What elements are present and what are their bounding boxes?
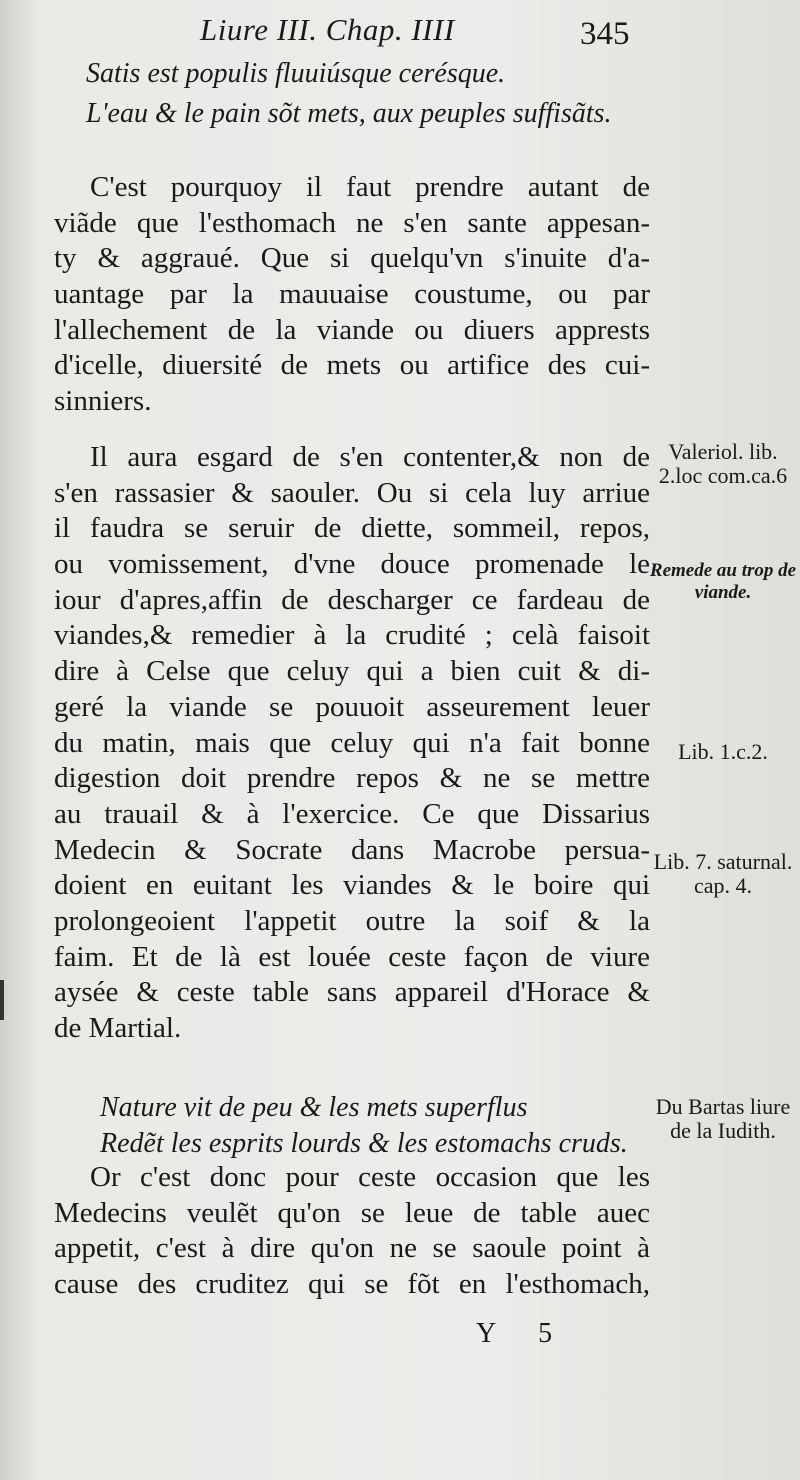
text-line: viandes,& remedier à la crudité ; celà faisoit — [54, 619, 650, 652]
verse-line: Redẽt les esprits lourds & les estomachs cruds. — [100, 1127, 628, 1159]
text-line: doient en euitant les viandes & le boire qui — [54, 869, 650, 902]
text-line: dire à Celse que celuy qui a bien cuit & di- — [54, 655, 650, 688]
text-line: l'allechement de la viande ou diuers apprests — [54, 313, 650, 346]
text-line: sinniers. — [54, 385, 152, 418]
text-line: C'est pourquoy il faut prendre autant de — [90, 171, 650, 203]
verse-quotation — [64, 1090, 654, 1161]
text-line: Medecin & Socrate dans Macrobe persua- — [54, 833, 650, 866]
text-line: aysée & ceste table sans appareil d'Horace & — [54, 976, 650, 1009]
text-line: iour d'apres,affin de descharger ce fardeau de — [54, 583, 650, 616]
text-line: d'icelle, diuersité de mets ou artifice des cui- — [54, 349, 650, 382]
running-head: Liure III. Chap. IIII — [200, 12, 455, 47]
text-line: s'en rassasier & saouler. Ou si cela luy arriue — [54, 476, 650, 509]
text-line: au trauail & à l'exercice. Ce que Dissarius — [54, 797, 650, 830]
text-line: Il aura esgard de s'en contenter,& non de — [90, 441, 650, 473]
text-line: uantage par la mauuaise coustume, ou par — [54, 278, 650, 311]
text-line: prolongeoient l'appetit outre la soif & la — [54, 904, 650, 937]
gutter-shadow — [0, 980, 4, 1020]
text-line: Medecins veulẽt qu'on se leue de table auec — [54, 1196, 650, 1229]
text-line: ty & aggraué. Que si quelqu'vn s'inuite d'a- — [54, 242, 650, 275]
text-line: viãde que l'esthomach ne s'en sante appesan- — [54, 206, 650, 239]
text-line: cause des cruditez qui se fõt en l'esthomach, — [54, 1268, 650, 1301]
text-line: Or c'est donc pour ceste occasion que les — [90, 1161, 650, 1193]
margin-note-lib7: Lib. 7. saturnal. cap. 4. — [653, 849, 793, 898]
margin-note-dubartas: Du Bartas liure de la Iudith. — [655, 1094, 791, 1143]
text-line: geré la viande se pouuoit asseurement leuer — [54, 690, 650, 723]
verse-line: Nature vit de peu & les mets superflus — [100, 1092, 528, 1123]
signature-mark: Y 5 — [476, 1318, 571, 1349]
page-number: 345 — [580, 16, 630, 52]
epigraph-french: L'eau & le pain sõt mets, aux peuples suffisãts. — [86, 98, 612, 129]
margin-note-remede: Remede au trop de viande. — [649, 560, 797, 603]
text-line: de Martial. — [54, 1012, 182, 1044]
paragraph-1 — [54, 170, 650, 420]
paragraph-3 — [54, 1160, 650, 1303]
margin-note-lib1: Lib. 1.c.2. — [678, 739, 768, 764]
text-line: digestion doit prendre repos & ne se mettre — [54, 762, 650, 795]
epigraph-latin: Satis est populis fluuiúsque cerésque. — [86, 58, 506, 89]
text-line: appetit, c'est à dire qu'on ne se saoule point à — [54, 1232, 650, 1265]
text-line: du matin, mais que celuy qui n'a fait bonne — [54, 726, 650, 759]
page-header — [100, 10, 680, 54]
paragraph-2 — [54, 440, 650, 1047]
margin-note-valeriol: Valeriol. lib. 2.loc com.ca.6 — [658, 439, 788, 488]
text-line: faim. Et de là est louée ceste façon de viure — [54, 940, 650, 973]
text-line: ou vomissement, d'vne douce promenade le — [54, 548, 650, 581]
text-line: il faudra se seruir de diette, sommeil, repos, — [54, 512, 650, 545]
